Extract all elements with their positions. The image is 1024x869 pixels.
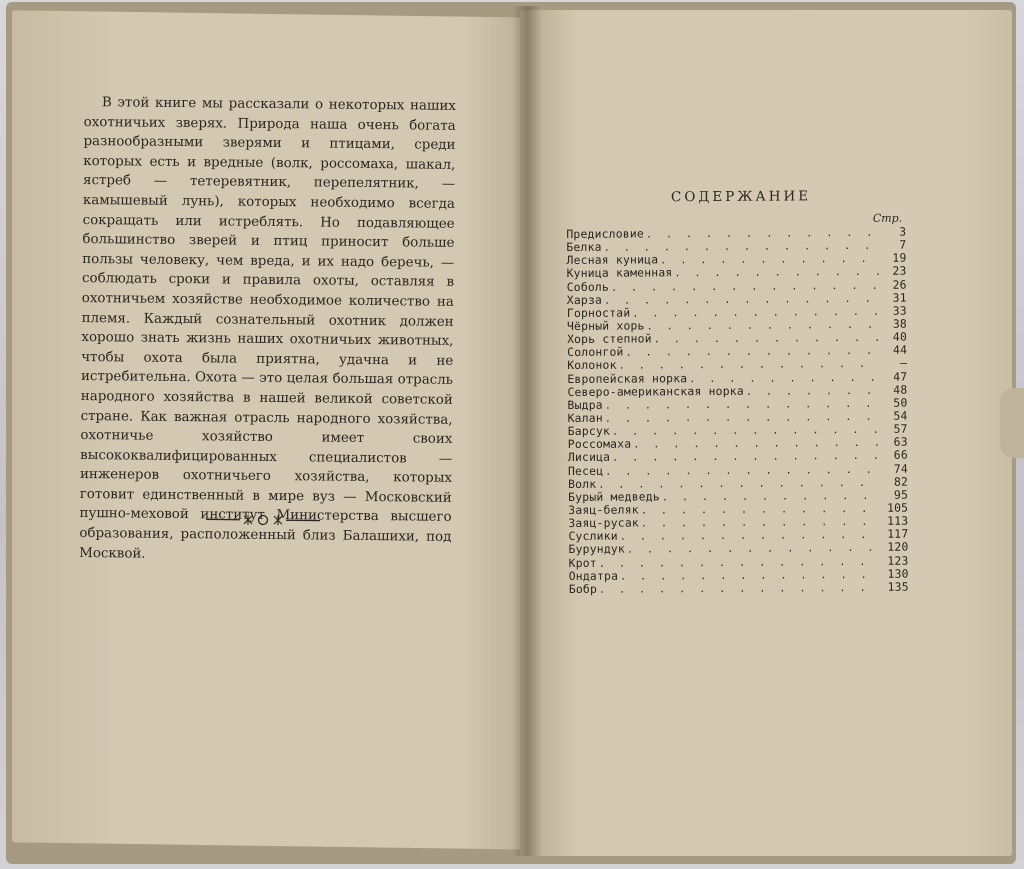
toc-entry-page: 130 — [887, 566, 909, 581]
toc-entry-page: 63 — [893, 434, 908, 449]
toc-entry-page: 44 — [892, 342, 908, 357]
toc-entry-label: Европейская норка — [567, 370, 688, 386]
toc-entry-page: 82 — [893, 474, 909, 489]
toc-entry — [568, 436, 908, 452]
toc-entry — [567, 396, 907, 412]
toc-entry-page: 66 — [893, 448, 908, 463]
toc-entry — [568, 410, 908, 426]
toc-entry — [567, 291, 907, 307]
toc-entry — [568, 449, 908, 465]
toc-entry-page: 95 — [893, 487, 909, 502]
toc-entry-label: Барсук — [567, 423, 611, 439]
toc-entry-page: 7 — [899, 237, 907, 252]
toc-entry-label: Заяц-беляк — [568, 502, 639, 517]
toc-entry-page: 40 — [892, 329, 908, 344]
table-of-contents — [566, 188, 909, 596]
toc-entry-page: 105 — [886, 500, 909, 515]
toc-entry-label: Выдра — [567, 397, 603, 412]
toc-entry — [569, 567, 909, 583]
toc-entry-page: 33 — [892, 303, 907, 318]
toc-entry-label: Песец — [567, 463, 604, 478]
toc-entry-page: — — [900, 356, 908, 371]
toc-entry-label: Заяц-русак — [568, 515, 639, 531]
toc-entry-label: Горностай — [566, 305, 631, 320]
toc-entry-page: 3 — [899, 224, 907, 239]
toc-entry-label: Чёрный хорь — [566, 318, 645, 333]
toc-entry-label: Волк — [568, 476, 597, 491]
toc-entry — [568, 475, 908, 491]
toc-entry-page: 31 — [892, 290, 907, 305]
toc-entry-page: 26 — [892, 277, 907, 292]
toc-entry — [568, 488, 908, 504]
toc-entry-label: Солонгой — [567, 344, 624, 360]
afterword-text — [79, 93, 456, 567]
toc-entry-label: Предисловие — [566, 226, 644, 241]
toc-entry-label: Белка — [566, 239, 602, 255]
toc-leader-dots — [746, 385, 880, 399]
afterword-paragraph: В этой книге мы рассказали о некоторых наших охотничьих зверях. Природа наша очень богата разнообразными зверями и птицами, среди которых есть и вредные (волк, россомаха, шакал, ястреб — тетеревятник, перепелятник, — камышевый лунь), которых необходимо всегда сокращать или истреблять. Но подавляющее большинство зверей и птиц приносит больше пользы человеку, чем вреда, и их надо беречь, — соблюдать сроки и правила охоты, оставляя в охотничьем хозяйстве необходимое количество на племя. Каждый сознательный охотник должен хорошо знать жизнь наших охотничьих животных, чтобы охота была приятна, удачна и не истребительна. Охота — это целая большая отрасль народного хозяйства в нашей великой советской стране. Как важная отрасль народного хозяйства, охотничье хозяйство имеет своих высококвалифицированных специалистов — инженеров охотничьего хозяйства, которых готовит единственный в мире вуз — Московский пушно-меховой институт Министерства высшего образования, расположенный близ Балашихи, под Москвой. — [79, 95, 456, 562]
toc-entry-page: 23 — [892, 264, 907, 279]
toc-entry — [567, 357, 907, 373]
toc-entry-page: 135 — [887, 579, 909, 594]
toc-page-column-label: Стр. — [872, 211, 903, 225]
toc-entry — [569, 554, 909, 570]
toc-entry — [568, 462, 908, 478]
toc-entry — [568, 541, 908, 557]
toc-entry-label: Северо-американская норка — [567, 383, 744, 399]
toc-entry-label: Колонок — [567, 358, 617, 373]
toc-entry-page: 19 — [892, 250, 907, 266]
toc-entry-label: Соболь — [566, 279, 610, 294]
toc-leader-dots — [599, 582, 881, 597]
toc-entry-page: 113 — [887, 513, 909, 528]
toc-entry — [567, 265, 907, 281]
toc-entry-label: Бобр — [568, 581, 598, 596]
toc-entry-label: Харза — [566, 292, 603, 307]
toc-entry-page: 48 — [893, 382, 908, 397]
toc-entry-page: 54 — [893, 408, 908, 423]
toc-entry-label: Хорь степной — [566, 331, 652, 347]
toc-entry — [567, 278, 907, 294]
toc-entry-page: 74 — [893, 461, 908, 476]
toc-entry-page: 38 — [892, 316, 907, 331]
toc-list — [566, 226, 909, 596]
toc-title: СОДЕРЖАНИЕ — [670, 188, 812, 206]
toc-entry-page: 120 — [887, 539, 909, 555]
toc-entry-label: Куница каменная — [566, 265, 673, 281]
page-tab — [1000, 388, 1024, 458]
toc-entry-page: 123 — [887, 553, 909, 568]
toc-entry-label: Россомаха — [567, 436, 632, 452]
toc-entry-label: Суслики — [568, 528, 618, 544]
ornament-icon — [206, 511, 320, 528]
toc-entry-page: 50 — [893, 395, 908, 410]
toc-entry-label: Бурый медведь — [568, 489, 660, 504]
toc-entry — [569, 580, 909, 596]
toc-entry-label: Крот — [568, 555, 597, 570]
toc-entry-page: 117 — [887, 526, 909, 542]
toc-entry-page: 47 — [893, 369, 908, 384]
ornament-divider — [206, 511, 320, 528]
toc-entry-label: Калан — [567, 410, 603, 425]
toc-entry — [566, 226, 906, 242]
toc-entry-label: Лесная куница — [566, 252, 659, 268]
toc-entry-label: Лисица — [567, 450, 611, 465]
toc-entry-page: 57 — [893, 421, 908, 436]
toc-entry-label: Ондатра — [568, 568, 619, 583]
book-gutter — [512, 6, 542, 856]
toc-entry-label: Бурундук — [568, 541, 626, 557]
toc-entry — [567, 344, 907, 360]
toc-entry — [567, 383, 907, 399]
toc-entry — [568, 515, 908, 531]
